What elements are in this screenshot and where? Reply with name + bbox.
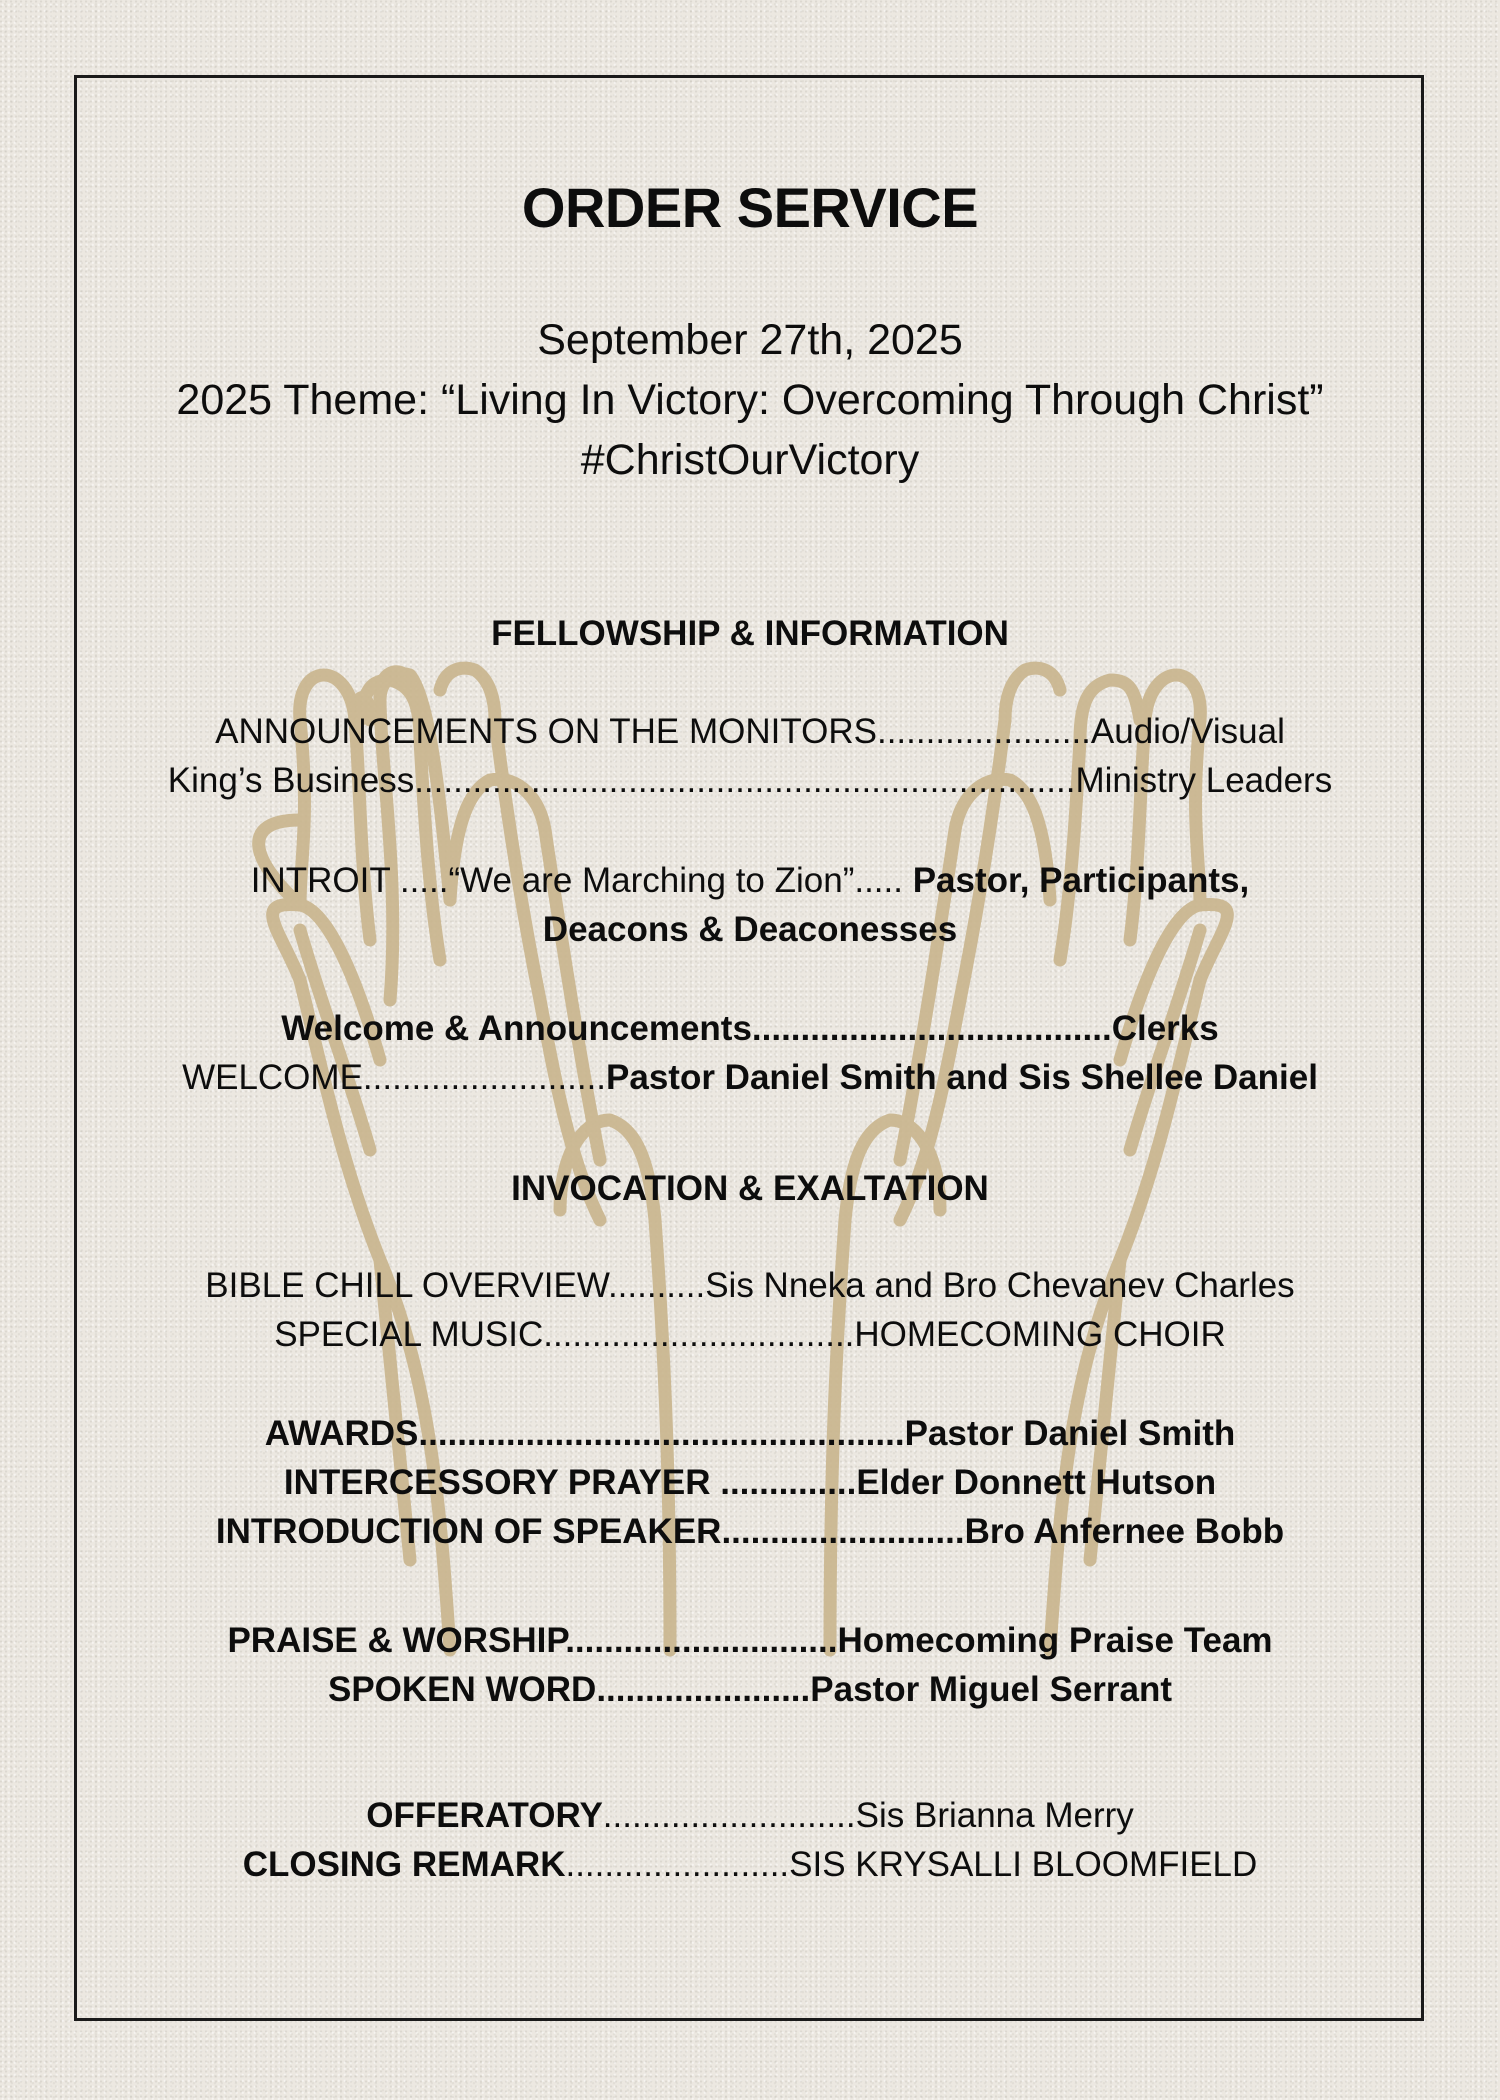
item-label: Welcome & Announcements bbox=[281, 1009, 752, 1048]
item-label: OFFERATORY bbox=[366, 1796, 603, 1835]
item-label: INTROIT .....“We are Marching to Zion”..... bbox=[250, 861, 913, 900]
leader-dots: ..................................... bbox=[751, 1009, 1112, 1048]
section-heading-invocation: INVOCATION & EXALTATION bbox=[511, 1169, 989, 1208]
item-label: ANNOUNCEMENTS ON THE MONITORS bbox=[215, 712, 877, 751]
hashtag: #ChristOurVictory bbox=[580, 436, 920, 484]
program-item-spoken-word bbox=[0, 1666, 1500, 1714]
item-value: Pastor, Participants, bbox=[912, 861, 1250, 900]
leader-dots: ...................... bbox=[876, 712, 1091, 751]
program-item-bible-chill bbox=[0, 1262, 1500, 1310]
program-item-introit-line2: Deacons & Deaconesses bbox=[542, 910, 958, 949]
item-value: Sis Nneka and Bro Chevanev Charles bbox=[705, 1266, 1295, 1305]
item-label: BIBLE CHILL OVERVIEW bbox=[205, 1266, 608, 1305]
page-title: ORDER SERVICE bbox=[521, 176, 979, 239]
item-label: SPOKEN WORD bbox=[327, 1670, 597, 1709]
program-item-announcements bbox=[0, 708, 1500, 756]
leader-dots: .......................... bbox=[602, 1796, 856, 1835]
leader-dots: ....................... bbox=[565, 1845, 790, 1884]
item-value: Pastor Daniel Smith bbox=[904, 1414, 1236, 1453]
item-label: SPECIAL MUSIC bbox=[274, 1315, 544, 1354]
item-value: Elder Donnett Hutson bbox=[856, 1463, 1217, 1502]
leader-dots: ......................... bbox=[721, 1512, 965, 1551]
item-label: PRAISE & WORSHIP bbox=[227, 1621, 566, 1660]
item-label: CLOSING REMARK bbox=[242, 1845, 566, 1884]
item-value: Pastor Miguel Serrant bbox=[810, 1670, 1173, 1709]
theme-line: 2025 Theme: “Living In Victory: Overcoming Through Christ” bbox=[176, 376, 1324, 424]
item-value: Clerks bbox=[1111, 1009, 1219, 1048]
item-value: Sis Brianna Merry bbox=[855, 1796, 1134, 1835]
item-value: SIS KRYSALLI BLOOMFIELD bbox=[789, 1845, 1258, 1884]
program-item-special-music bbox=[0, 1311, 1500, 1359]
program-item-introduction-of-speaker bbox=[0, 1508, 1500, 1556]
program-item-intercessory-prayer bbox=[0, 1459, 1500, 1507]
program-item-offeratory bbox=[0, 1792, 1500, 1840]
program-item-kings-business bbox=[0, 757, 1500, 805]
item-label: INTERCESSORY PRAYER bbox=[283, 1463, 721, 1502]
item-label: AWARDS bbox=[264, 1414, 419, 1453]
leader-dots: ............................ bbox=[565, 1621, 838, 1660]
program-item-welcome-announcements bbox=[0, 1005, 1500, 1053]
leader-dots: ...................... bbox=[596, 1670, 811, 1709]
item-label: INTRODUCTION OF SPEAKER bbox=[215, 1512, 722, 1551]
leader-dots: .......... bbox=[607, 1266, 706, 1305]
item-value: Homecoming Praise Team bbox=[837, 1621, 1273, 1660]
program-item-closing-remark bbox=[0, 1841, 1500, 1889]
leader-dots: ................................ bbox=[543, 1315, 855, 1354]
program-item-awards bbox=[0, 1410, 1500, 1458]
item-value: Ministry Leaders bbox=[1075, 761, 1333, 800]
item-label: King’s Business bbox=[167, 761, 415, 800]
item-label: WELCOME bbox=[182, 1058, 363, 1097]
leader-dots: .................................................. bbox=[418, 1414, 905, 1453]
leader-dots: .............. bbox=[720, 1463, 857, 1502]
leader-dots: ......................... bbox=[362, 1058, 607, 1097]
program-item-welcome bbox=[0, 1054, 1500, 1102]
section-heading-fellowship: FELLOWSHIP & INFORMATION bbox=[491, 614, 1009, 653]
item-value: Audio/Visual bbox=[1090, 712, 1285, 751]
item-value: HOMECOMING CHOIR bbox=[854, 1315, 1226, 1354]
item-value: Bro Anfernee Bobb bbox=[964, 1512, 1285, 1551]
item-value: Pastor Daniel Smith and Sis Shellee Daniel bbox=[606, 1058, 1318, 1097]
service-date: September 27th, 2025 bbox=[537, 316, 963, 364]
program-item-praise-worship bbox=[0, 1617, 1500, 1665]
leader-dots: .................................................................... bbox=[414, 761, 1076, 800]
program-item-introit bbox=[0, 857, 1500, 905]
